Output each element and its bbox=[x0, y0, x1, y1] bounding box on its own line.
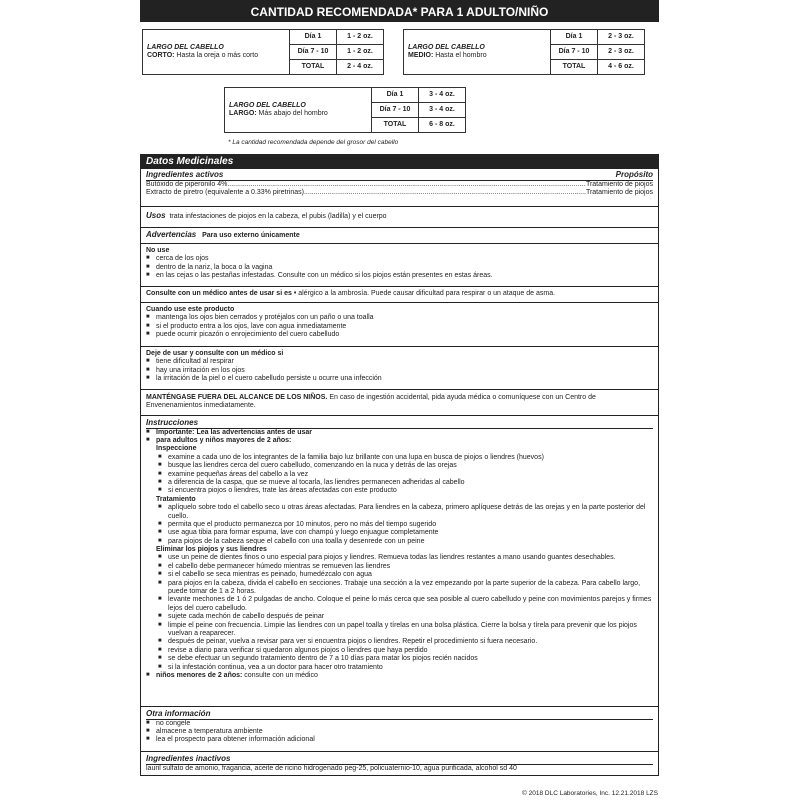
list-item: ■ hay una irritación en los ojos bbox=[146, 367, 653, 375]
amount-cell: 2 - 4 oz. bbox=[337, 60, 384, 75]
list-item: ■ mantenga los ojos bien cerrados y protéjalos con un paño o una toalla bbox=[146, 314, 653, 322]
list-item: ■ niños menores de 2 años: consulte con un médico bbox=[146, 672, 653, 680]
active-ingredient-row: Butóxido de piperonilo 4% ..... Tratamiento de piojos bbox=[146, 181, 653, 189]
dosage-banner: CANTIDAD RECOMENDADA* PARA 1 ADULTO/NIÑO bbox=[140, 0, 659, 22]
uses-section: Usos trata infestaciones de piojos en la cabeza, el pubis (ladilla) y el cuerpo bbox=[140, 207, 659, 228]
list-item: ■ si la infestación continua, vea a un doctor para hacer otro tratamiento bbox=[146, 664, 653, 672]
day-cell: Día 1 bbox=[290, 30, 337, 45]
list-item: ■ no congele bbox=[146, 720, 653, 728]
amount-cell: 1 - 2 oz. bbox=[337, 30, 384, 45]
hair-length-label: LARGO DEL CABELLO LARGO: Más abajo del hombro bbox=[225, 88, 372, 133]
list-item: ■ el cabello debe permanecer húmedo mientras se remueven las liendres bbox=[146, 563, 653, 571]
list-item: ■ puede ocurrir picazón o enrojecimiento del cuero cabelludo bbox=[146, 331, 653, 339]
active-heading: Ingredientes activos bbox=[146, 170, 224, 179]
list-item: ■ cerca de los ojos bbox=[146, 255, 653, 263]
day-cell: TOTAL bbox=[372, 118, 419, 133]
when-using-section: Cuando use este producto ■ mantenga los ojos bien cerrados y protéjalos con un paño o una toalla ■ si el producto entra a los ojos, lave con agua inmediatamente ■ puede ocurrir picazón o enrojecimiento del cuero cabelludo bbox=[140, 303, 659, 347]
day-cell: Día 7 - 10 bbox=[290, 45, 337, 60]
copyright-footer: © 2018 DLC Laboratories, Inc. 12.21.2018 LZS bbox=[522, 790, 658, 797]
list-item: ■ sujete cada mechón de cabello después de peinar bbox=[146, 613, 653, 621]
list-item: ■ la irritación de la piel o el cuero cabelludo persiste u ocurre una infección bbox=[146, 375, 653, 383]
subheading: Inspeccione bbox=[156, 445, 197, 453]
list-item: ■ limpie el peine con frecuencia. Limpie las liendres con un papel toalla y tírelas en una bolsa plástica. Cierre la bolsa y tírela para prevenir que los piojos vuelvan a reaparecer. bbox=[146, 622, 653, 639]
day-cell: Día 1 bbox=[372, 88, 419, 103]
subheading: Tratamiento bbox=[156, 495, 196, 503]
amount-cell: 2 - 3 oz. bbox=[598, 30, 645, 45]
list-item: ■ si el cabello se seca mientras es peinado, humedézcalo con agua bbox=[146, 571, 653, 579]
keep-out-of-reach-section: MANTÉNGASE FUERA DEL ALCANCE DE LOS NIÑOS. En caso de ingestión accidental, pida ayuda médica o comuníquese con un Centro de Envenenamientos inmediatamente. bbox=[140, 390, 659, 416]
amount-cell: 4 - 6 oz. bbox=[598, 60, 645, 75]
subheading: Eliminar los piojos y sus liendres bbox=[156, 546, 267, 554]
dose-table-medium bbox=[403, 29, 645, 75]
day-cell: Día 7 - 10 bbox=[551, 45, 598, 60]
active-ingredient-row: Extracto de piretro (equivalente a 0.33% piretrinas) ..... Tratamiento de piojos bbox=[146, 189, 653, 197]
list-item: ■ examine a cada uno de los integrantes de la familia bajo luz brillante con una lupa en busca de piojos o liendres (huevos) bbox=[146, 454, 653, 462]
dose-footnote: * La cantidad recomendada depende del grosor del cabello bbox=[228, 139, 399, 146]
list-item: ■ después de peinar, vuelva a revisar para ver si encuentra piojos o liendres. Repetir el procedimiento si fuera necesario. bbox=[146, 638, 653, 646]
day-cell: TOTAL bbox=[290, 60, 337, 75]
amount-cell: 6 - 8 oz. bbox=[419, 118, 466, 133]
list-item: ■ levante mechones de 1 ó 2 pulgadas de ancho. Coloque el peine lo más cerca que sea posible al cuero cabelludo y peine con movimientos parejos y firmes lejos del cuero cabelludo. bbox=[146, 596, 653, 613]
hair-length-label: LARGO DEL CABELLO CORTO: Hasta la oreja o más corto bbox=[143, 30, 290, 75]
ask-doctor-section: Consulte con un médico antes de usar si es • alérgico a la ambrosía. Puede causar dificultad para respirar o un ataque de asma. bbox=[140, 287, 659, 303]
list-item: ■ examine pequeñas áreas del cabello a la vez bbox=[146, 471, 653, 479]
list-item: ■ si el producto entra a los ojos, lave con agua inmediatamente bbox=[146, 323, 653, 331]
other-information-section: Otra información ■ no congele ■ almacene a temperatura ambiente ■ lea el prospecto para obtener información adicional bbox=[140, 707, 659, 752]
list-item: ■ se debe efectuar un segundo tratamiento dentro de 7 a 10 días para matar los piojos recién nacidos bbox=[146, 655, 653, 663]
do-not-use-section: No use ■ cerca de los ojos ■ dentro de la nariz, la boca o la vagina ■ en las cejas o las pestañas infestadas. Consulte con un médico si los piojos están presentes en estas áreas. bbox=[140, 244, 659, 287]
list-item: ■ para piojos en la cabeza, divida el cabello en secciones. Trabaje una sección a la vez empezando por la parte superior de la cabeza. Para cabello largo, puede tomar de 1 a 2 horas. bbox=[146, 580, 653, 597]
list-item: ■ dentro de la nariz, la boca o la vagina bbox=[146, 264, 653, 272]
day-cell: Día 1 bbox=[551, 30, 598, 45]
list-item: ■ a diferencia de la caspa, que se mueve al tocarla, las liendres permanecen adheridas al cabello bbox=[146, 479, 653, 487]
dose-table-long bbox=[224, 87, 466, 133]
amount-cell: 3 - 4 oz. bbox=[419, 88, 466, 103]
amount-cell: 2 - 3 oz. bbox=[598, 45, 645, 60]
dose-table-short bbox=[142, 29, 384, 75]
list-item: ■ revise a diario para verificar si quedaron algunos piojos o liendres que haya perdido bbox=[146, 647, 653, 655]
list-item: ■ tiene dificultad al respirar bbox=[146, 358, 653, 366]
list-item: ■ en las cejas o las pestañas infestadas. Consulte con un médico si los piojos están presentes en estas áreas. bbox=[146, 272, 653, 280]
list-item: ■ busque las liendres cerca del cuero cabelludo, comenzando en la nuca y detrás de las orejas bbox=[146, 462, 653, 470]
stop-use-section: Deje de usar y consulte con un médico si ■ tiene dificultad al respirar ■ hay una irritación en los ojos ■ la irritación de la piel o el cuero cabelludo persiste u ocurre una infección bbox=[140, 347, 659, 390]
amount-cell: 1 - 2 oz. bbox=[337, 45, 384, 60]
list-item: ■ use un peine de dientes finos o uno especial para piojos y liendres. Remueva todas las liendres restantes a mano usando guantes desechables. bbox=[146, 554, 653, 562]
hair-length-label: LARGO DEL CABELLO MEDIO: Hasta el hombro bbox=[404, 30, 551, 75]
day-cell: TOTAL bbox=[551, 60, 598, 75]
purpose-heading: Propósito bbox=[615, 170, 653, 179]
day-cell: Día 7 - 10 bbox=[372, 103, 419, 118]
active-ingredients-section bbox=[140, 169, 659, 207]
warnings-section: Advertencias Para uso externo únicamente bbox=[140, 228, 659, 244]
list-item: ■ aplíquelo sobre todo el cabello seco u otras áreas afectadas. Para liendres en la cabeza, primero aplíquese detrás de las orejas y en la parte posterior del cuello. bbox=[146, 504, 653, 521]
list-item: ■ Importante: Lea las advertencias antes de usar bbox=[146, 429, 653, 437]
list-item: ■ para piojos de la cabeza seque el cabello con una toalla y desenrede con un peine bbox=[146, 538, 653, 546]
list-item: ■ lea el prospecto para obtener información adicional bbox=[146, 736, 653, 744]
list-item: ■ para adultos y niños mayores de 2 años: bbox=[146, 437, 653, 445]
drug-facts-title: Datos Medicinales bbox=[140, 154, 659, 169]
list-item: ■ permita que el producto permanezca por 10 minutos, pero no más del tiempo sugerido bbox=[146, 521, 653, 529]
inactive-ingredients-section: Ingredientes inactivos lauril sulfato de amonio, fragancia, aceite de ricino hidrogenado peg-25, policuaternio-10, agua purificada, alcohol sd 40 bbox=[140, 752, 659, 776]
directions-section: Instrucciones ■ Importante: Lea las advertencias antes de usar ■ para adultos y niños mayores de 2 años: Inspeccione ■ examine a cada uno de los integrantes de la familia bajo luz brillante con una lupa en busca de piojos o liendres (huevos) ■ busque las liendres cerca del cuero cabelludo, comenzando en la nuca y detrás de las orejas ■ examine pequeñas áreas del cabello a la vez ■ a diferencia de la caspa, que se mueve al tocarla, las liendres permanecen adheridas al cabello ■ si encuentra piojos o liendres, trate las áreas afectadas con este producto Tratamiento ■ aplíquelo sobre todo el cabello seco u otras áreas afectadas. Para liendres en la cabeza, primero aplíquese detrás de las orejas y en la parte posterior del cuello. ■ permita que el producto permanezca por 10 minutos, pero no más del tiempo sugerido ■ use agua tibia para formar espuma, lave con champú y luego enjuague completamente ■ para piojos de la cabeza seque el cabello con una toalla y desenrede con un peine Eliminar los piojos y sus liendres ■ use un peine de dientes finos o uno especial para piojos y liendres. Remueva todas las liendres restantes a mano usando guantes desechables. ■ el cabello debe permanecer húmedo mientras se remueven las liendres ■ si el cabello se seca mientras es peinado, humedézcalo con agua ■ para piojos en la cabeza, divida el cabello en secciones. Trabaje una sección a la vez empezando por la parte superior de la cabeza. Para cabello largo, puede tomar de 1 a 2 horas. ■ levante mechones de 1 ó 2 pulgadas de ancho. Coloque el peine lo más cerca que sea posible al cuero cabelludo y peine con movimientos parejos y firmes lejos del cuero cabelludo. ■ sujete cada mechón de cabello después de peinar ■ limpie el peine con frecuencia. Limpie las liendres con un papel toalla y tírelas en una bolsa plástica. Cierre la bolsa y tírela para prevenir que los piojos vuelvan a reaparecer. ■ después de peinar, vuelva a revisar para ver si encuentra piojos o liendres. Repetir el procedimiento si fuera necesario. ■ revise a diario para verificar si quedaron algunos piojos o liendres que haya perdido ■ se debe efectuar un segundo tratamiento dentro de 7 a 10 días para matar los piojos recién nacidos ■ si la infestación continua, vea a un doctor para hacer otro tratamiento ■ niños menores de 2 años: consulte con un médico bbox=[140, 416, 659, 707]
amount-cell: 3 - 4 oz. bbox=[419, 103, 466, 118]
list-item: ■ almacene a temperatura ambiente bbox=[146, 728, 653, 736]
list-item: ■ si encuentra piojos o liendres, trate las áreas afectadas con este producto bbox=[146, 487, 653, 495]
list-item: ■ use agua tibia para formar espuma, lave con champú y luego enjuague completamente bbox=[146, 529, 653, 537]
